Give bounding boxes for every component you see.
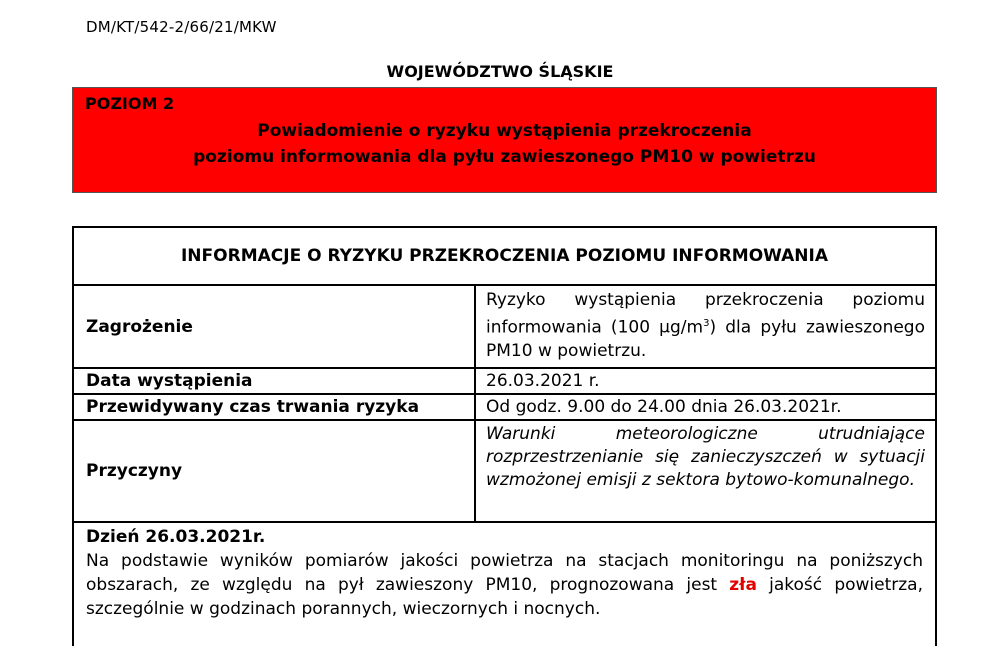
alert-message-line2: poziomu informowania dla pyłu zawieszonego PM10 w powietrzu (193, 147, 816, 167)
table-row-causes (74, 421, 935, 523)
row-value: 26.03.2021 r. (486, 371, 600, 391)
table-row-duration (74, 395, 935, 421)
alert-banner (72, 87, 937, 193)
day-text-end: jakość powietrza, szczególnie w godzinach porannych, wieczornych i nocnych. (86, 575, 923, 619)
row-value (476, 286, 935, 367)
row-label: Przyczyny (74, 421, 476, 521)
info-table (72, 226, 937, 646)
table-row-date (74, 369, 935, 395)
day-title: Dzień 26.03.2021r. (86, 527, 266, 547)
table-row-threat (74, 286, 935, 369)
row-label: Zagrożenie (74, 286, 476, 367)
threat-text-start: Ryzyko wystąpienia przekroczenia poziomu informowania (100 µg/m (486, 290, 925, 338)
threat-text-end: ) dla pyłu zawieszonego PM10 w powietrzu. (486, 317, 925, 361)
document-reference: DM/KT/542-2/66/21/MKW (86, 18, 277, 36)
row-label: Przewidywany czas trwania ryzyka (74, 395, 476, 419)
alert-message (73, 118, 936, 170)
row-label: Data wystąpienia (74, 369, 476, 393)
quality-highlight: zła (729, 575, 757, 595)
alert-level: POZIOM 2 (85, 94, 175, 113)
day-text-start: Na podstawie wyników pomiarów jakości powietrza na stacjach monitoringu na poniższych obszarach, ze względu na pył zawieszony PM10, prognozowana jest (86, 551, 923, 595)
alert-message-line1: Powiadomienie o ryzyku wystąpienia przekroczenia (257, 121, 752, 141)
info-table-heading: INFORMACJE O RYZYKU PRZEKROCZENIA POZIOMU INFORMOWANIA (74, 228, 935, 286)
row-value: Od godz. 9.00 do 24.00 dnia 26.03.2021r. (486, 397, 842, 417)
superscript: 3 (703, 318, 710, 329)
region-title: WOJEWÓDZTWO ŚLĄSKIE (386, 62, 614, 81)
row-value: Warunki meteorologiczne utrudniające rozprzestrzenianie się zanieczyszczeń w sytuacji wzmożonej emisji z sektora bytowo-komunalnego. (486, 424, 925, 490)
day-section (74, 523, 935, 621)
day-text (86, 549, 923, 621)
